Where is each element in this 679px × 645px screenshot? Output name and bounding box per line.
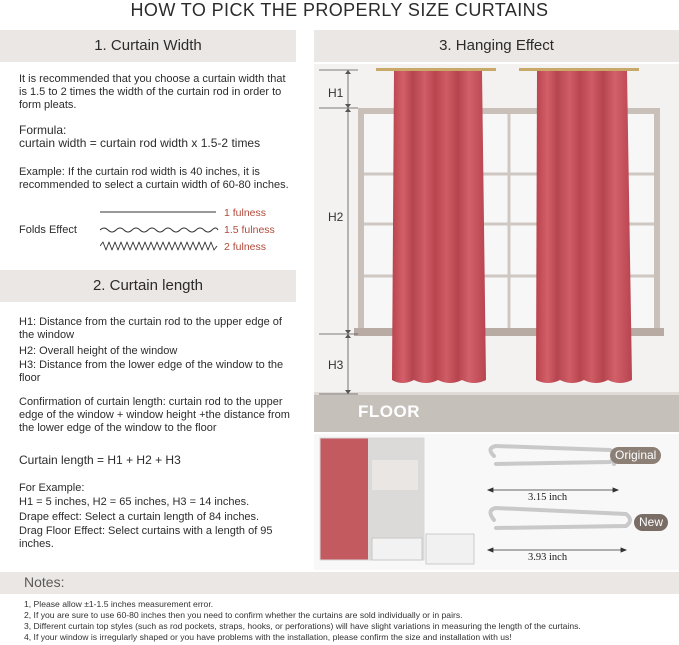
curtain-length-heading: 2. Curtain length [0,270,296,302]
note-item: 1, Please allow ±1-1.5 inches measurement error. [24,599,214,609]
folds-effect-label: Folds Effect [19,224,77,236]
original-hook-tag: Original [610,447,661,464]
fold-15-line [100,225,220,235]
note-item: 4, If your window is irregularly shaped or you have problems with the installation, please confirm the size and installation with us! [24,632,512,642]
h1-definition: H1: Distance from the curtain rod to the upper edge of the window [19,316,282,341]
note-item: 3, Different curtain top styles (such as rod pockets, straps, hooks, or perforations) will have slight variations in measuring the length of the curtains. [24,621,581,631]
hanging-effect-illustration [314,64,679,432]
notes-title: Notes: [24,574,65,590]
floor-label: FLOOR [358,402,420,421]
page-title: HOW TO PICK THE PROPERLY SIZE CURTAINS [130,0,549,20]
length-formula: Curtain length = H1 + H2 + H3 [19,453,181,467]
fold-1-line [100,207,220,217]
h2-label: H2 [328,210,344,224]
fold-2-label: 2 fulness [224,241,267,253]
product-and-hooks-panel [314,434,679,570]
h1-label: H1 [328,86,344,100]
formula-label: Formula: [19,123,67,137]
example-values: H1 = 5 inches, H2 = 65 inches, H3 = 14 inches. [19,496,250,508]
fold-1-label: 1 fulness [224,207,267,219]
width-example: Example: If the curtain rod width is 40 inches, it is recommended to select a curtain width of 60-80 inches. [19,166,289,191]
h2-definition: H2: Overall height of the window [19,345,178,357]
fold-2-line [100,241,220,251]
h3-definition: H3: Distance from the lower edge of the window to the floor [19,359,284,384]
new-hook-size: 3.93 inch [528,552,568,563]
original-hook-size: 3.15 inch [528,492,568,503]
note-item: 2, If you are sure to use 60-80 inches then you need to confirm whether the curtains are sold individually or in pairs. [24,610,463,620]
example-label: For Example: [19,482,85,494]
width-formula: curtain width = curtain rod width x 1.5-2 times [19,136,261,150]
fold-15-label: 1.5 fulness [224,224,275,236]
new-hook-tag: New [634,514,668,531]
width-intro: It is recommended that you choose a curtain width that is 1.5 to 2 times the width of the curtain rod in order to form pleats. [19,73,286,111]
drag-floor-effect: Drag Floor Effect: Select curtains with a length of 95 inches. [19,525,273,550]
curtain-scene [314,64,679,432]
curtain-width-heading: 1. Curtain Width [0,30,296,62]
drape-effect: Drape effect: Select a curtain length of 84 inches. [19,511,260,523]
length-confirmation: Confirmation of curtain length: curtain rod to the upper edge of the window + window height +the distance from the lower edge of the window to the floor [19,396,290,434]
hanging-effect-heading: 3. Hanging Effect [314,30,679,62]
h3-label: H3 [328,358,344,372]
notes-band [0,572,679,594]
